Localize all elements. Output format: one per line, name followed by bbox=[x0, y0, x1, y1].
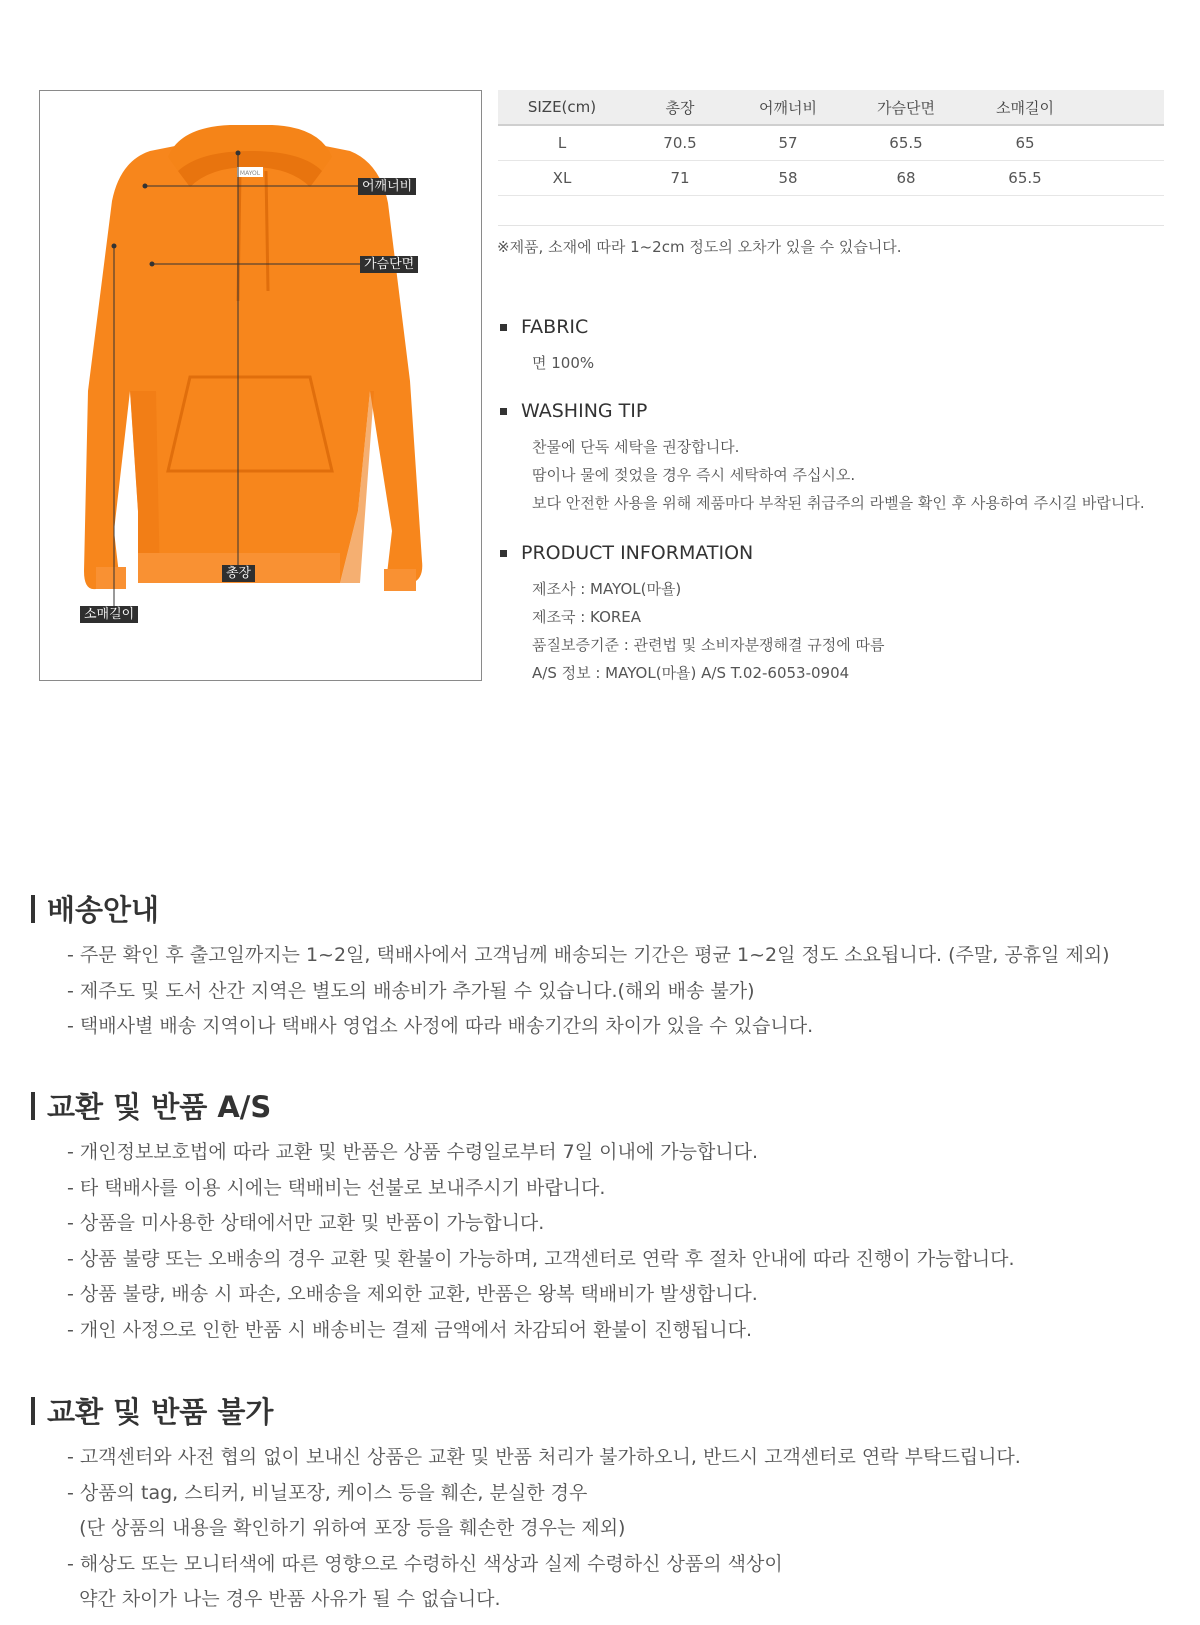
product-info-line: 제조국 : KOREA bbox=[532, 608, 642, 626]
left-cuff bbox=[96, 567, 126, 589]
length-cell: 71 bbox=[626, 160, 734, 195]
list-item: - 상품의 tag, 스티커, 비닐포장, 케이스 등을 훼손, 분실한 경우 bbox=[67, 1481, 588, 1504]
no-exchange-list bbox=[67, 1440, 1021, 1618]
square-bullet-icon bbox=[500, 324, 507, 331]
square-bullet-icon bbox=[500, 550, 507, 557]
size-header-size: SIZE(cm) bbox=[498, 90, 626, 125]
shoulder-cell: 58 bbox=[734, 160, 842, 195]
shoulder-cell: 57 bbox=[734, 125, 842, 160]
sleeve-cell: 65.5 bbox=[970, 160, 1080, 195]
table-row bbox=[498, 125, 1164, 160]
size-table bbox=[498, 90, 1164, 196]
chest-cell: 65.5 bbox=[842, 125, 970, 160]
hoodie-body bbox=[84, 143, 422, 591]
no-exchange-heading bbox=[31, 1390, 273, 1431]
washing-line: 땀이나 물에 젖었을 경우 즉시 세탁하여 주십시오. bbox=[532, 466, 856, 484]
size-header-sleeve: 소매길이 bbox=[970, 90, 1080, 125]
size-cell: L bbox=[498, 125, 626, 160]
heading-bar bbox=[31, 1397, 35, 1425]
size-table-header-row bbox=[498, 90, 1164, 125]
exchange-heading bbox=[31, 1085, 271, 1126]
size-note: ※제품, 소재에 따라 1~2cm 정도의 오차가 있을 수 있습니다. bbox=[497, 238, 902, 256]
list-item: (단 상품의 내용을 확인하기 위하여 포장 등을 훼손한 경우는 제외) bbox=[67, 1517, 626, 1539]
fabric-line: 면 100% bbox=[532, 354, 595, 372]
size-header-chest: 가슴단면 bbox=[842, 90, 970, 125]
list-item: - 제주도 및 도서 산간 지역은 별도의 배송비가 추가될 수 있습니다.(해외 배송 불가) bbox=[67, 979, 755, 1002]
table-row bbox=[498, 160, 1164, 195]
no-exchange-title: 교환 및 반품 불가 bbox=[47, 1395, 274, 1429]
list-item: - 해상도 또는 모니터색에 따른 영향으로 수령하신 색상과 실제 수령하신 상품의 색상이 bbox=[67, 1552, 783, 1575]
product-image-panel bbox=[39, 90, 482, 681]
size-header-empty bbox=[1080, 90, 1164, 125]
shipping-list bbox=[67, 938, 1110, 1045]
size-header-shoulder: 어깨너비 bbox=[734, 90, 842, 125]
right-cuff bbox=[384, 569, 416, 591]
product-info-line: 품질보증기준 : 관련법 및 소비자분쟁해결 규정에 따름 bbox=[532, 636, 885, 654]
list-item: - 상품을 미사용한 상태에서만 교환 및 반품이 가능합니다. bbox=[67, 1212, 545, 1234]
table-divider bbox=[498, 225, 1164, 226]
product-info-line: 제조사 : MAYOL(마욜) bbox=[532, 580, 682, 598]
list-item: - 고객센터와 사전 협의 없이 보내신 상품은 교환 및 반품 처리가 불가하오니, 반드시 고객센터로 연락 부탁드립니다. bbox=[67, 1446, 1021, 1468]
washing-title: WASHING TIP bbox=[521, 400, 648, 422]
drawstring-right bbox=[266, 171, 268, 291]
list-item: - 개인 사정으로 인한 반품 시 배송비는 결제 금액에서 차감되어 환불이 진행됩니다. bbox=[67, 1318, 753, 1341]
heading-bar bbox=[31, 1092, 35, 1120]
list-item: - 택배사별 배송 지역이나 택배사 영업소 사정에 따라 배송기간의 차이가 있을 수 있습니다. bbox=[67, 1015, 814, 1037]
list-item: 약간 차이가 나는 경우 반품 사유가 될 수 없습니다. bbox=[67, 1588, 501, 1610]
washing-line: 보다 안전한 사용을 위해 제품마다 부착된 취급주의 라벨을 확인 후 사용하여 주시길 바랍니다. bbox=[532, 494, 1145, 512]
product-info-title: PRODUCT INFORMATION bbox=[521, 542, 754, 564]
chest-label: 가슴단면 bbox=[360, 256, 418, 273]
size-cell: XL bbox=[498, 160, 626, 195]
shoulder-label: 어깨너비 bbox=[358, 178, 416, 195]
length-label: 총장 bbox=[222, 565, 255, 582]
list-item: - 주문 확인 후 출고일까지는 1~2일, 택배사에서 고객님께 배송되는 기간은 평균 1~2일 정도 소요됩니다. (주말, 공휴일 제외) bbox=[67, 944, 1110, 966]
list-item: - 개인정보보호법에 따라 교환 및 반품은 상품 수령일로부터 7일 이내에 가능합니다. bbox=[67, 1141, 759, 1163]
washing-line: 찬물에 단독 세탁을 권장합니다. bbox=[532, 438, 740, 456]
list-item: - 상품 불량, 배송 시 파손, 오배송을 제외한 교환, 반품은 왕복 택배비가 발생합니다. bbox=[67, 1283, 758, 1305]
shipping-title: 배송안내 bbox=[47, 893, 160, 927]
product-info-line: A/S 정보 : MAYOL(마욜) A/S T.02-6053-0904 bbox=[532, 664, 850, 682]
sleeve-cell: 65 bbox=[970, 125, 1080, 160]
exchange-list bbox=[67, 1135, 1015, 1348]
square-bullet-icon bbox=[500, 408, 507, 415]
empty-cell bbox=[1080, 160, 1164, 195]
fabric-title: FABRIC bbox=[521, 316, 589, 338]
washing-heading bbox=[500, 400, 647, 422]
list-item: - 상품 불량 또는 오배송의 경우 교환 및 환불이 가능하며, 고객센터로 연락 후 절차 안내에 따라 진행이 가능합니다. bbox=[67, 1247, 1015, 1270]
brand-tag-text: MAYOL bbox=[239, 170, 261, 177]
list-item: - 타 택배사를 이용 시에는 택배비는 선불로 보내주시기 바랍니다. bbox=[67, 1176, 606, 1199]
size-header-length: 총장 bbox=[626, 90, 734, 125]
length-cell: 70.5 bbox=[626, 125, 734, 160]
heading-bar bbox=[31, 895, 35, 923]
chest-cell: 68 bbox=[842, 160, 970, 195]
shipping-heading bbox=[31, 888, 159, 929]
sleeve-label: 소매길이 bbox=[80, 606, 138, 623]
empty-cell bbox=[1080, 125, 1164, 160]
exchange-title: 교환 및 반품 A/S bbox=[47, 1090, 272, 1124]
product-info-heading bbox=[500, 542, 753, 564]
fabric-heading bbox=[500, 316, 588, 338]
